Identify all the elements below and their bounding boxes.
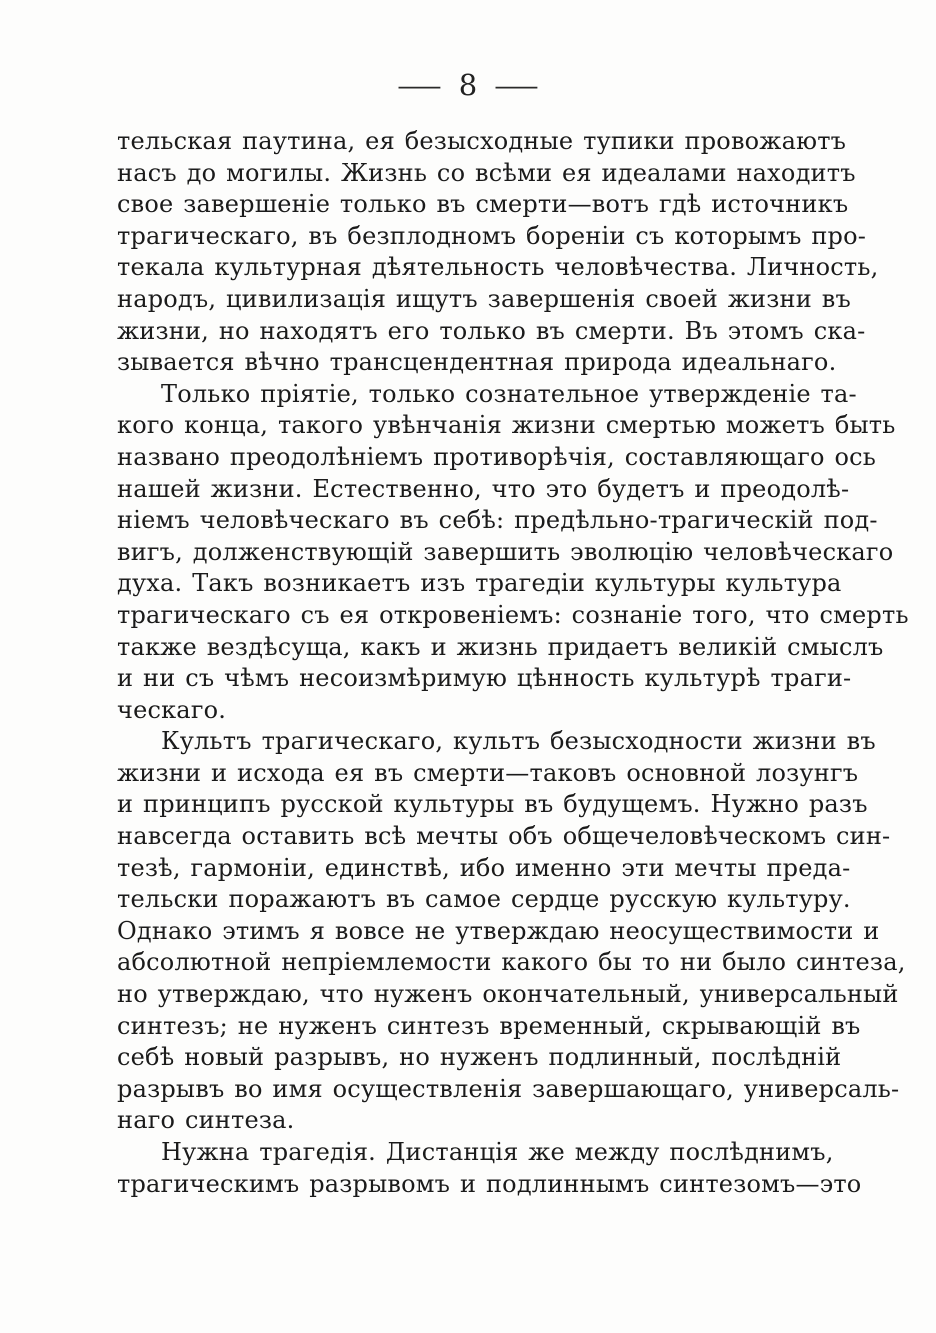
- text-line: ческаго.: [117, 695, 227, 724]
- text-line: жизни, но находятъ его только въ смерти. Въ этомъ ска-: [117, 316, 866, 345]
- text-line: тельски поражаютъ въ самое сердце русскую культуру.: [117, 885, 851, 914]
- text-line: свое завершеніе только въ смерти—вотъ гдѣ источникъ: [117, 190, 849, 219]
- text-line: Культъ трагическаго, культъ безысходности жизни въ: [161, 727, 876, 756]
- text-line: разрывъ во имя осуществленія завершающаго, универсаль-: [117, 1074, 900, 1103]
- text-line: Нужна трагедія. Дистанція же между послѣднимъ,: [161, 1138, 834, 1166]
- text-line: ніемъ человѣческаго въ себѣ: предѣльно-трагическій под-: [117, 506, 878, 535]
- text-line: нашей жизни. Естественно, что это будетъ и преодолѣ-: [117, 474, 850, 503]
- paragraph: [117, 1137, 862, 1200]
- text-line: народъ, цивилизація ищутъ завершенія своей жизни въ: [117, 284, 851, 313]
- text-line: абсолютной непріемлемости какого бы то ни было синтеза,: [117, 948, 906, 977]
- text-line: и принципъ русской культуры въ будущемъ. Нужно разъ: [117, 790, 868, 819]
- text-line: названо преодолѣніемъ противорѣчія, составляющаго ось: [117, 442, 877, 471]
- paragraph: [117, 379, 909, 727]
- text-line: Только пріятіе, только сознательное утвержденіе та-: [161, 379, 857, 408]
- text-line: и ни съ чѣмъ несоизмѣримую цѣнность культурѣ траги-: [117, 664, 852, 693]
- paragraph: [117, 126, 879, 379]
- text-line: себѣ новый разрывъ, но нуженъ подлинный, послѣдній: [117, 1043, 842, 1072]
- text-line: Однако этимъ я вовсе не утверждаю неосуществимости и: [117, 916, 880, 945]
- text-line: жизни и исхода ея въ смерти—таковъ основной лозунгъ: [117, 758, 859, 787]
- text-line: тельская паутина, ея безысходные тупики провожаютъ: [117, 127, 847, 155]
- text-line: трагическаго, въ безплодномъ бореніи съ которымъ про-: [117, 221, 867, 250]
- paragraph: [117, 726, 906, 1137]
- text-line: зывается вѣчно трансцендентная природа идеальнаго.: [117, 348, 837, 377]
- text-block: [117, 126, 909, 1200]
- text-line: трагическимъ разрывомъ и подлиннымъ синтезомъ—это: [117, 1169, 862, 1198]
- page-number: 8: [458, 68, 478, 102]
- text-line: насъ до могилы. Жизнь со всѣми ея идеалами находитъ: [117, 158, 856, 187]
- text-line: наго синтеза.: [117, 1106, 295, 1135]
- text-line: духа. Такъ возникаетъ изъ трагедіи культуры культура: [117, 569, 842, 598]
- header-dash-left: —: [396, 71, 443, 102]
- header-dash-right: —: [493, 71, 540, 102]
- page-header: [0, 68, 936, 102]
- text-line: кого конца, такого увѣнчанія жизни смертью можетъ быть: [117, 411, 896, 440]
- text-line: также вездѣсуща, какъ и жизнь придаетъ великій смыслъ: [117, 632, 884, 661]
- text-line: но утверждаю, что нуженъ окончательный, универсальный: [117, 980, 899, 1009]
- text-line: текала культурная дѣятельность человѣчества. Личность,: [117, 253, 879, 282]
- text-line: навсегда оставить всѣ мечты объ общечеловѣческомъ син-: [117, 822, 891, 851]
- text-line: вигъ, долженствующій завершить эволюцію человѣческаго: [117, 537, 894, 566]
- text-line: трагическаго съ ея откровеніемъ: сознаніе того, что смерть: [117, 600, 909, 629]
- text-line: синтезъ; не нуженъ синтезъ временный, скрывающій въ: [117, 1011, 861, 1040]
- text-line: тезѣ, гармоніи, единствѣ, ибо именно эти мечты преда-: [117, 853, 851, 882]
